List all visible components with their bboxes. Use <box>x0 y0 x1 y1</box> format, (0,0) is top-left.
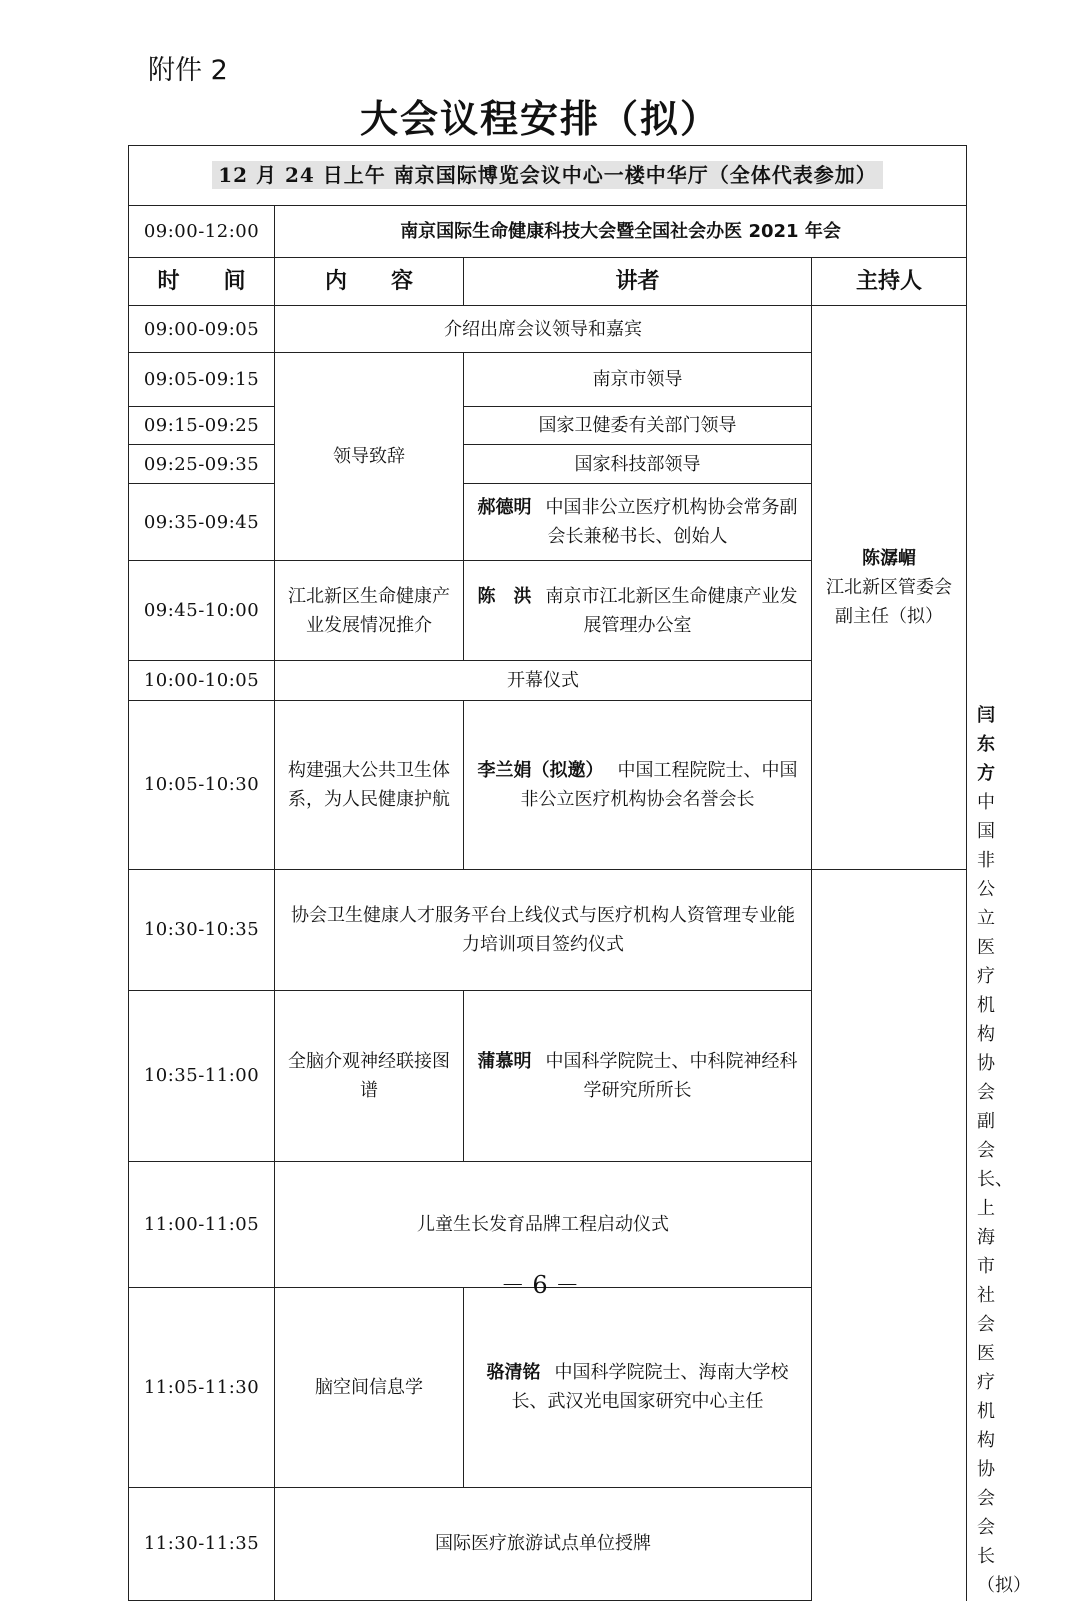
row-time: 09:35-09:45 <box>129 484 275 561</box>
row-time: 09:15-09:25 <box>129 407 275 445</box>
row-content: 江北新区生命健康产业发展情况推介 <box>275 561 464 661</box>
table-row <box>129 306 967 353</box>
col-header-time: 时 间 <box>129 258 275 306</box>
speaker-name: 郝德明 <box>477 497 532 518</box>
row-content: 领导致辞 <box>275 353 464 561</box>
row-speaker: 国家卫健委有关部门领导 <box>464 407 812 445</box>
row-time: 11:00-11:05 <box>129 1161 275 1288</box>
row-time: 10:05-10:30 <box>129 701 275 870</box>
document-title: 大会议程安排（拟） <box>359 97 720 141</box>
speaker-desc: 中国非公立医疗机构协会常务副会长兼秘书长、创始人 <box>545 497 798 547</box>
table-row <box>129 1288 967 1488</box>
row-content: 协会卫生健康人才服务平台上线仪式与医疗机构人资管理专业能力培训项目签约仪式 <box>275 869 812 990</box>
row-speaker <box>464 1288 812 1488</box>
main-event-time: 09:00-12:00 <box>129 206 275 258</box>
row-speaker <box>464 990 812 1161</box>
main-event-title: 南京国际生命健康科技大会暨全国社会办医 2021 年会 <box>275 206 967 258</box>
column-header-row <box>129 258 967 306</box>
host-cell <box>812 306 967 870</box>
row-time: 10:00-10:05 <box>129 661 275 701</box>
row-time: 09:45-10:00 <box>129 561 275 661</box>
session-header-row <box>129 146 967 206</box>
row-time: 09:25-09:35 <box>129 445 275 484</box>
host-name: 陈潺嵋 <box>862 547 916 569</box>
row-time: 11:05-11:30 <box>129 1288 275 1488</box>
session-header: 12 月 24 日上午 南京国际博览会议中心一楼中华厅（全体代表参加） <box>212 161 883 189</box>
row-content: 开幕仪式 <box>275 661 812 701</box>
table-row: 10:05-10:30 构建强大公共卫生体系，为人民健康护航 李兰娟（拟邀） 中国工程院院士、中国非公立医疗机构协会名誉会长 闫东方 中国非公立医疗机构协会副会长、上海市社会医疗机构协会会长（拟） <box>129 701 967 870</box>
col-header-content: 内 容 <box>275 258 464 306</box>
attachment-label: 附件 2 <box>148 55 228 86</box>
row-speaker: 国家科技部领导 <box>464 445 812 484</box>
row-speaker: 南京市领导 <box>464 353 812 407</box>
row-time: 09:00-09:05 <box>129 306 275 353</box>
speaker-desc: 中国科学院院士、海南大学校长、武汉光电国家研究中心主任 <box>511 1362 789 1413</box>
agenda-table <box>128 145 1032 1601</box>
page-number: － 6 － <box>500 1271 580 1299</box>
col-header-speaker: 讲者 <box>464 258 812 306</box>
row-content: 儿童生长发育品牌工程启动仪式 <box>275 1161 812 1288</box>
host-title: 江北新区管委会副主任（拟） <box>826 576 952 627</box>
row-speaker <box>464 701 812 870</box>
speaker-name: 骆清铭 <box>486 1362 541 1384</box>
col-header-host: 主持人 <box>812 258 967 306</box>
row-content: 构建强大公共卫生体系，为人民健康护航 <box>275 701 464 870</box>
row-content: 脑空间信息学 <box>275 1288 464 1488</box>
table-row <box>129 1487 967 1600</box>
table-row <box>129 990 967 1161</box>
speaker-desc: 南京市江北新区生命健康产业发展管理办公室 <box>545 585 798 636</box>
row-content: 介绍出席会议领导和嘉宾 <box>275 306 812 353</box>
row-time: 11:30-11:35 <box>129 1487 275 1600</box>
table-row <box>129 869 967 990</box>
row-content: 国际医疗旅游试点单位授牌 <box>275 1487 812 1600</box>
row-time: 10:30-10:35 <box>129 869 275 990</box>
speaker-name: 陈 洪 <box>477 585 532 607</box>
row-time: 10:35-11:00 <box>129 990 275 1161</box>
main-event-row <box>129 206 967 258</box>
row-speaker <box>464 484 812 561</box>
speaker-desc: 中国工程院院士、中国非公立医疗机构协会名誉会长 <box>520 759 798 810</box>
row-speaker <box>464 561 812 661</box>
row-content: 全脑介观神经联接图谱 <box>275 990 464 1161</box>
speaker-name: 蒲慕明 <box>477 1050 532 1072</box>
session-header-cell <box>129 146 967 206</box>
speaker-name: 李兰娟（拟邀） <box>477 759 604 781</box>
speaker-desc: 中国科学院院士、中科院神经科学研究所所长 <box>545 1050 798 1101</box>
row-time: 09:05-09:15 <box>129 353 275 407</box>
